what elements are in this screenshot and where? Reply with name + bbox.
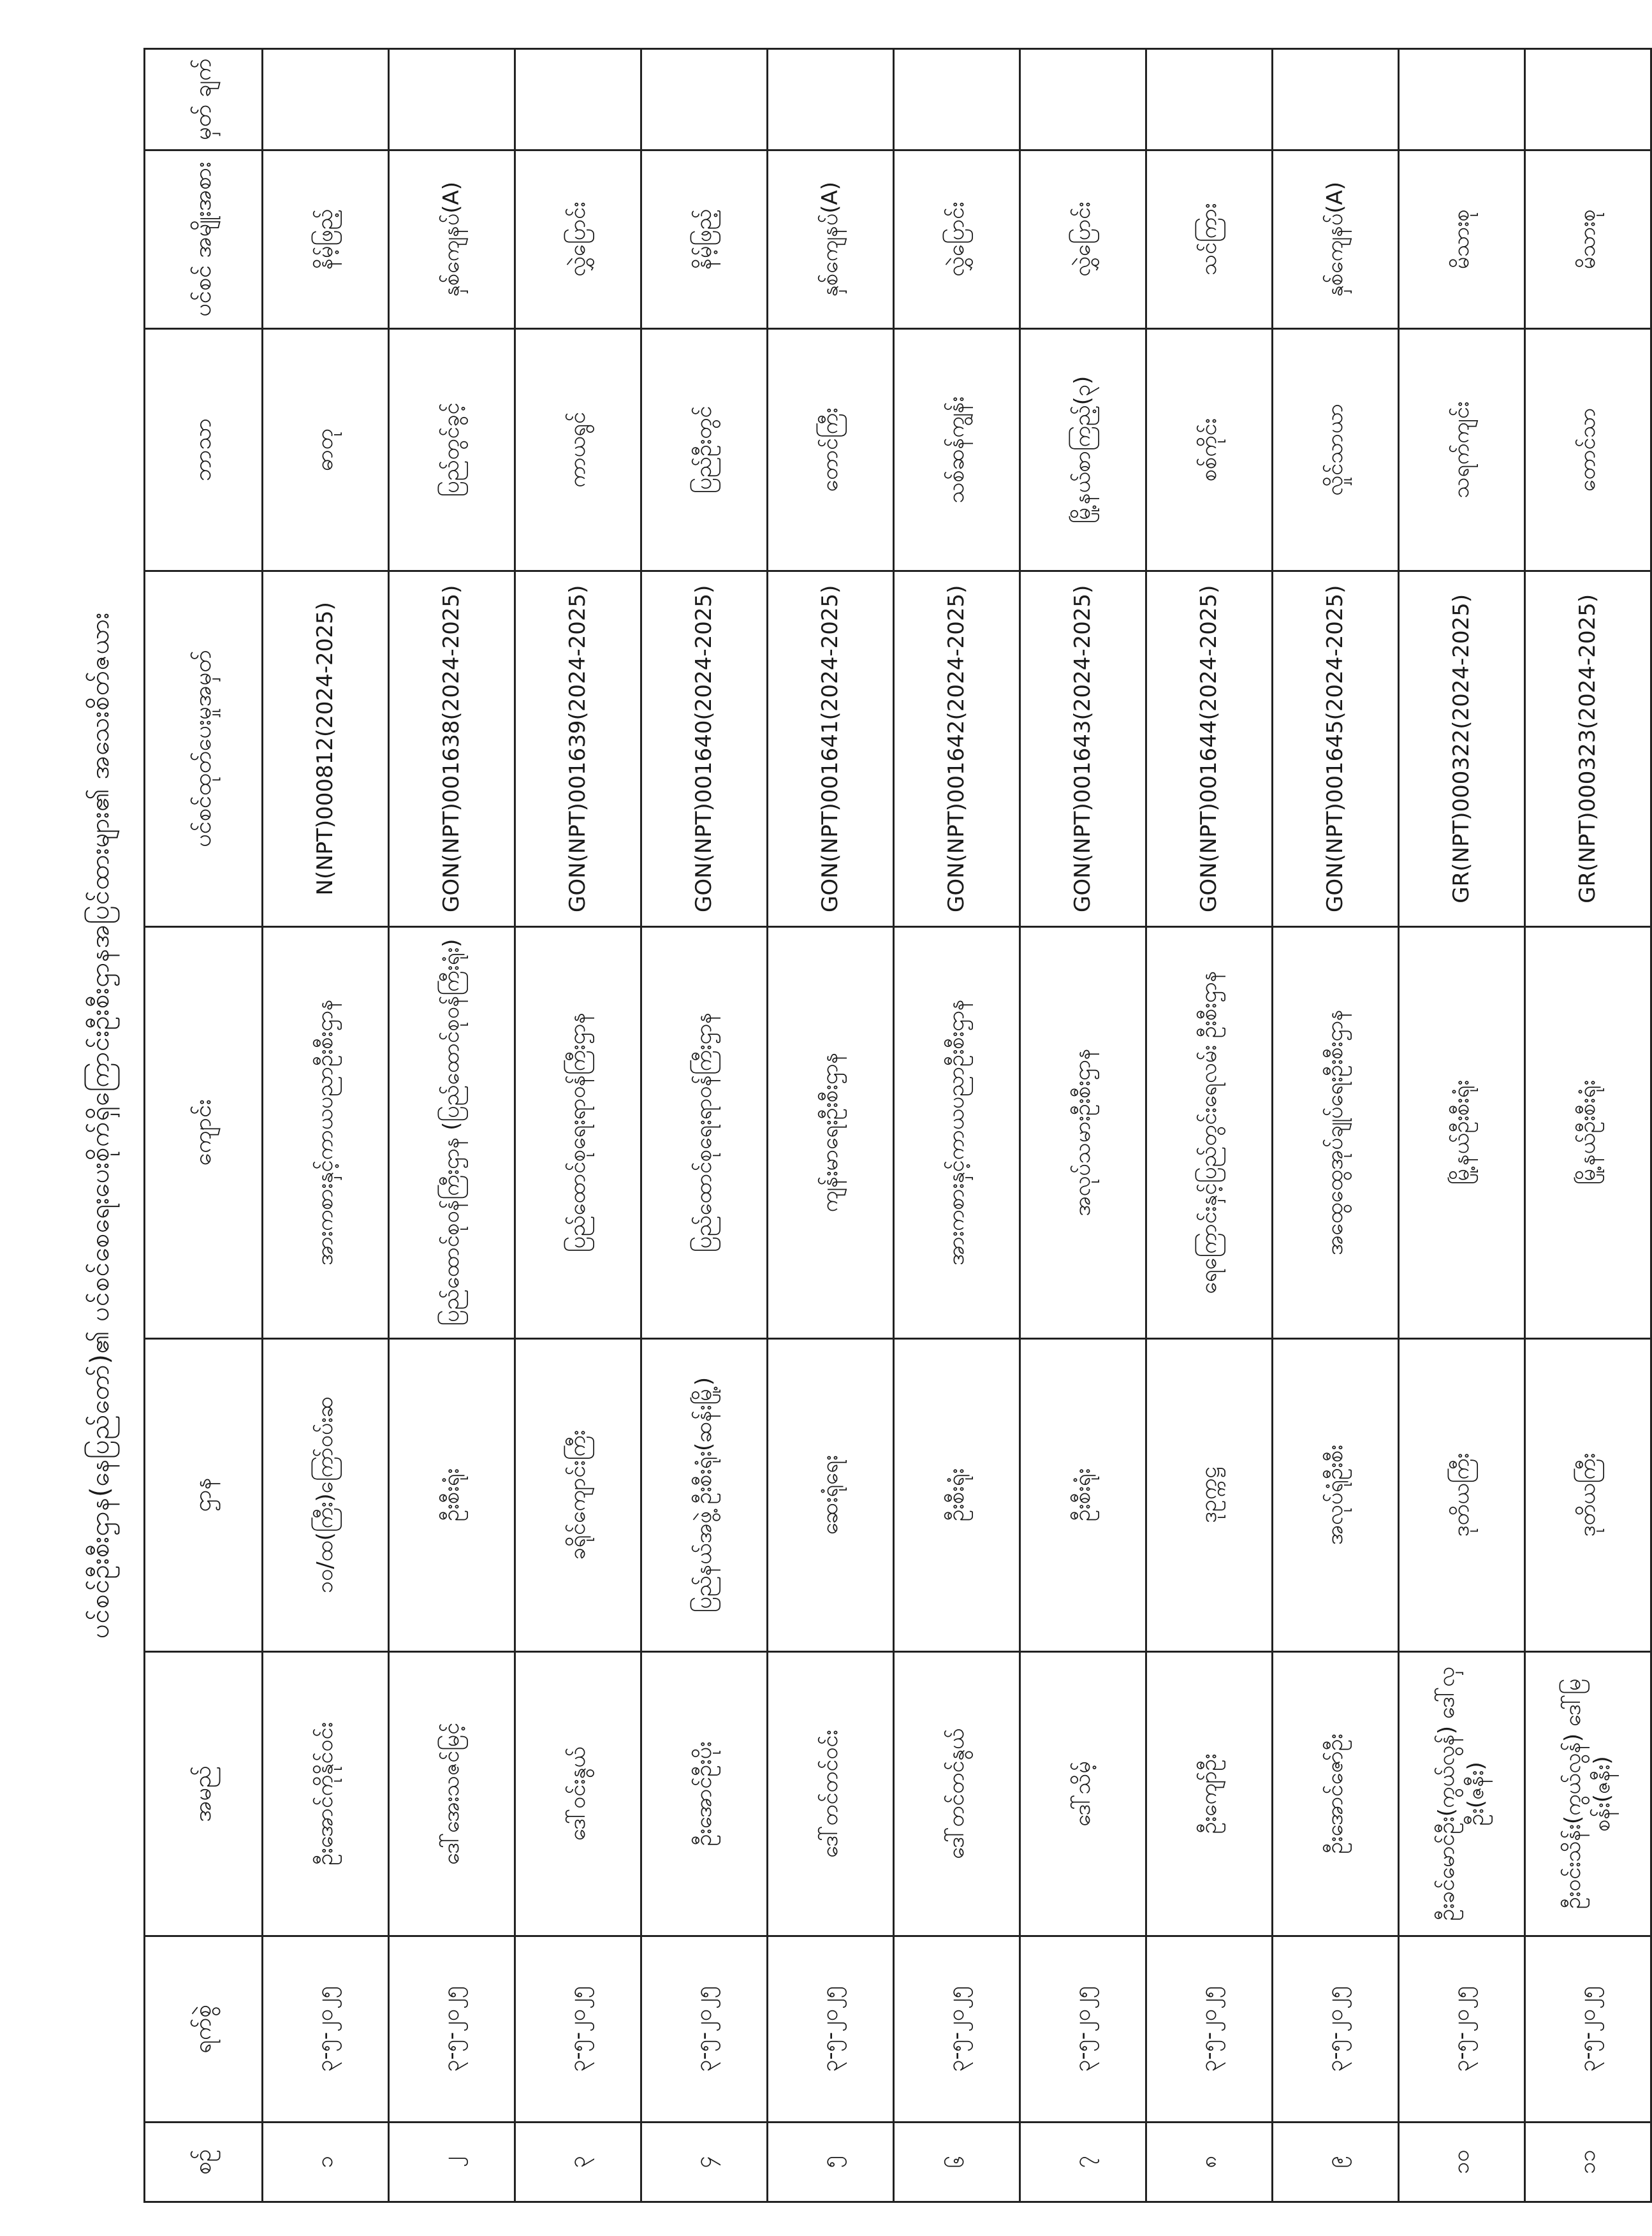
table-row — [894, 49, 1020, 2202]
cell-license: GR(NPT)000322(2024-2025) — [1399, 571, 1525, 926]
cell-address: အလုပ်ရုံဦးစီး — [1273, 1338, 1399, 1651]
cell-no: ၆ — [894, 2122, 1020, 2202]
cell-date: ၃-၅-၂၀၂၅ — [263, 1936, 389, 2122]
cell-date: ၃-၅-၂၀၂၅ — [768, 1936, 894, 2122]
cell-address: ဦးစီးရုံး — [1020, 1338, 1146, 1651]
cell-date: ၃-၅-၂၀၂၅ — [1399, 1936, 1525, 2122]
cell-subject: မြို့နယ်စာကြည့်(၃) — [1020, 328, 1146, 571]
header-address: ဌာန — [145, 1338, 263, 1651]
cell-name: ဦးအောင်ကိုနိုင်ဝင်း — [263, 1651, 389, 1936]
header-remark: မှတ် ချက် — [145, 49, 263, 150]
table-row — [1020, 49, 1146, 2202]
cell-remark — [894, 49, 1020, 150]
cell-date: ၃-၅-၂၀၂၅ — [389, 1936, 515, 2122]
table-body — [263, 49, 1651, 2202]
cell-school: ကျန်းမာရေးဦးစီးဌာန — [768, 926, 894, 1338]
cell-date: ၃-၅-၂၀၂၅ — [641, 1936, 768, 2122]
cell-no: ၁၀ — [1399, 2122, 1525, 2202]
cell-subject: ကာယရွင် — [515, 328, 641, 571]
cell-address: ဒုဥက္ကဋ္ဌ — [1146, 1338, 1273, 1651]
cell-remark — [263, 49, 389, 150]
cell-school: မြို့နယ်ဦးစီးရုံး — [1399, 926, 1525, 1338]
table-row — [389, 49, 515, 2202]
cell-license: GON(NPT)001643(2024-2025) — [1020, 571, 1146, 926]
cell-school: အလုပ်သမားဦးစီးဌာန — [1020, 926, 1146, 1338]
cell-subject: သရက်ကျင်း — [1399, 328, 1525, 571]
cell-subject: တောင်သာ — [1525, 328, 1651, 571]
cell-name: ဦးအောင်ဇော်ဦး — [1273, 1651, 1399, 1936]
cell-name: ဒေါ်တင်တင်ဝင်း — [768, 1651, 894, 1936]
cell-type: နိမ့်ဖြည့် — [263, 150, 389, 328]
cell-type: လွှဲပြောင်း — [894, 150, 1020, 328]
cell-type: နှစ်ကျေနပ်(A) — [1273, 150, 1399, 328]
cell-name: ဒေါ်သိမ့် — [1020, 1651, 1146, 1936]
cell-school: အားကစားနှင့်ကာယပညာဦးစီးဌာန — [894, 926, 1020, 1338]
cell-school: ပြည်ထောင်စုရေးရာဝန်ကြီးဌာန — [515, 926, 641, 1338]
cell-no: ၄ — [641, 2122, 768, 2202]
table-row — [515, 49, 641, 2202]
cell-no: ၁၁ — [1525, 2122, 1651, 2202]
header-row — [145, 49, 263, 2202]
cell-address: ၁၀/ထ(ကြီး)ကြော်ဝပ်းဆ — [263, 1338, 389, 1651]
pension-table — [143, 48, 1652, 2203]
cell-license: GON(NPT)001639(2024-2025) — [515, 571, 641, 926]
cell-remark — [641, 49, 768, 150]
cell-school: အားကစားနှင့်ကာယပညာဦးစီးဌာန — [263, 926, 389, 1338]
cell-school: ပြည်ထောင်စုဝန်ကြီးဌာန (ပြည်ထောင်စုဝန်ကြီးရုံး) — [389, 926, 515, 1338]
table-row — [263, 49, 389, 2202]
cell-remark — [515, 49, 641, 150]
header-license: ပင်စင်ထုတ်ပေးမှုအမှတ် — [145, 571, 263, 926]
cell-license: GON(NPT)001641(2024-2025) — [768, 571, 894, 926]
cell-address: ဆေးရုံရေး — [768, 1338, 894, 1651]
cell-no: ၉ — [1273, 2122, 1399, 2202]
cell-subject: ဓာတု — [263, 328, 389, 571]
cell-license: GON(NPT)001644(2024-2025) — [1146, 571, 1273, 926]
header-subject: ဘာသာ — [145, 328, 263, 571]
cell-license: GR(NPT)000323(2024-2025) — [1525, 571, 1651, 926]
cell-date: ၃-၅-၂၀၂၅ — [1020, 1936, 1146, 2122]
cell-name: ဒေါ်အေးသဇင်မြင့် — [389, 1651, 515, 1936]
table-row — [1399, 49, 1525, 2202]
cell-type: သင်ကြား — [1146, 150, 1273, 328]
header-school: ကျောင်း — [145, 926, 263, 1338]
cell-date: ၃-၅-၂၀၂၅ — [1146, 1936, 1273, 2122]
cell-name: ဦးဝင်းသိန်း(ကွယ်လွန်) ဒေါ်မြစန်း(ဇနီး) — [1525, 1651, 1651, 1936]
cell-subject: တောင်ကြီး — [768, 328, 894, 571]
cell-date: ၃-၅-၂၀၂၅ — [1525, 1936, 1651, 2122]
cell-no: ၅ — [768, 2122, 894, 2202]
cell-remark — [768, 49, 894, 150]
cell-school: အထွေထွေအုပ်ချုပ်ရေးဦးစီးဌာန — [1273, 926, 1399, 1338]
cell-remark — [1399, 49, 1525, 150]
cell-school: ပြည်ထောင်စုရေးရာဝန်ကြီးဌာန — [641, 926, 768, 1338]
cell-school: ရေကြောင်းနှင့်ပြည်တွင်းရေလမ်း ဦးစီးဌာန — [1146, 926, 1273, 1338]
cell-no: ၃ — [515, 2122, 641, 2202]
header-type: ပင်စင် အမျိုးအစား — [145, 150, 263, 328]
cell-address: ဒုတိယကြီး — [1525, 1338, 1651, 1651]
document-title: ပင်စင်ဦးစီးဌာန(နေပြည်တော်)၏ ပင်စင်စေရေးပေးစိုက်ရှိကြောင်းဦးစီးဌာနအပြင်ထားများ၏ အသေးစိတ်ဇယား — [85, 611, 115, 1639]
cell-no: ၇ — [1020, 2122, 1146, 2202]
cell-license: GON(NPT)001640(2024-2025) — [641, 571, 768, 926]
table-row — [768, 49, 894, 2202]
cell-name: ဒေါ်တင်တင်နွယ် — [894, 1651, 1020, 1936]
cell-subject: ပြည်ဦးတွင် — [641, 328, 768, 571]
cell-remark — [1273, 49, 1399, 150]
cell-address: ဒုတိယကြီး — [1399, 1338, 1525, 1651]
cell-no: ၈ — [1146, 2122, 1273, 2202]
cell-subject: သစ်ဆန်ကျွန်း — [894, 328, 1020, 571]
cell-no: ၂ — [389, 2122, 515, 2202]
header-name: အမည် — [145, 1651, 263, 1936]
header-date: ရက်စွဲ — [145, 1936, 263, 2122]
table-row — [1273, 49, 1399, 2202]
cell-name: ဦးအောင်ဦးပိုး — [641, 1651, 768, 1936]
pension-table-wrapper — [143, 48, 1615, 2203]
cell-remark — [1525, 49, 1651, 150]
cell-license: GON(NPT)001642(2024-2025) — [894, 571, 1020, 926]
cell-address: ပြည်နယ်အဖွဲ့ ဦးစီးရုံး(ဆန်းမြို့) — [641, 1338, 768, 1651]
cell-name: ဦးခင်မောင်ဦး(ကွယ်လွန်) ဒေါ်လှဦး(ဇနီး) — [1399, 1651, 1525, 1936]
cell-date: ၃-၅-၂၀၂၅ — [1273, 1936, 1399, 2122]
cell-address: ခရိုင်ကျောင်းကြီး — [515, 1338, 641, 1651]
cell-type: မိသားစု — [1525, 150, 1651, 328]
cell-subject: စစ်ကိုင်း — [1146, 328, 1273, 571]
table-row — [1525, 49, 1651, 2202]
cell-subject: ပြည်တွင်ခွင့် — [389, 328, 515, 571]
cell-type: နှစ်ကျေနပ်(A) — [768, 150, 894, 328]
cell-remark — [1146, 49, 1273, 150]
cell-license: GON(NPT)001645(2024-2025) — [1273, 571, 1399, 926]
cell-school: မြို့နယ်ဦးစီးရုံး — [1525, 926, 1651, 1338]
cell-license: N(NPT)000812(2024-2025) — [263, 571, 389, 926]
cell-type: နှစ်ကျေနပ်(A) — [389, 150, 515, 328]
cell-type: နိမ့်ဖြည့် — [641, 150, 768, 328]
cell-type: လွှဲပြောင်း — [515, 150, 641, 328]
header-no: စဉ် — [145, 2122, 263, 2202]
table-row — [1146, 49, 1273, 2202]
cell-name: ဒေါ်ဝင်းနွယ် — [515, 1651, 641, 1936]
cell-name: ဦးကျော်ဦး — [1146, 1651, 1273, 1936]
cell-type: လွှဲပြောင်း — [1020, 150, 1146, 328]
cell-license: GON(NPT)001638(2024-2025) — [389, 571, 515, 926]
cell-address: ဦးစီးရုံး — [389, 1338, 515, 1651]
cell-no: ၁ — [263, 2122, 389, 2202]
rotated-document — [67, 48, 1615, 2203]
cell-remark — [389, 49, 515, 150]
cell-date: ၃-၅-၂၀၂၅ — [515, 1936, 641, 2122]
cell-subject: လှိုင်သာယာ — [1273, 328, 1399, 571]
cell-date: ၃-၅-၂၀၂၅ — [894, 1936, 1020, 2122]
cell-remark — [1020, 49, 1146, 150]
cell-address: ဦးစီးရုံး — [894, 1338, 1020, 1651]
table-row — [641, 49, 768, 2202]
cell-type: မိသားစု — [1399, 150, 1525, 328]
